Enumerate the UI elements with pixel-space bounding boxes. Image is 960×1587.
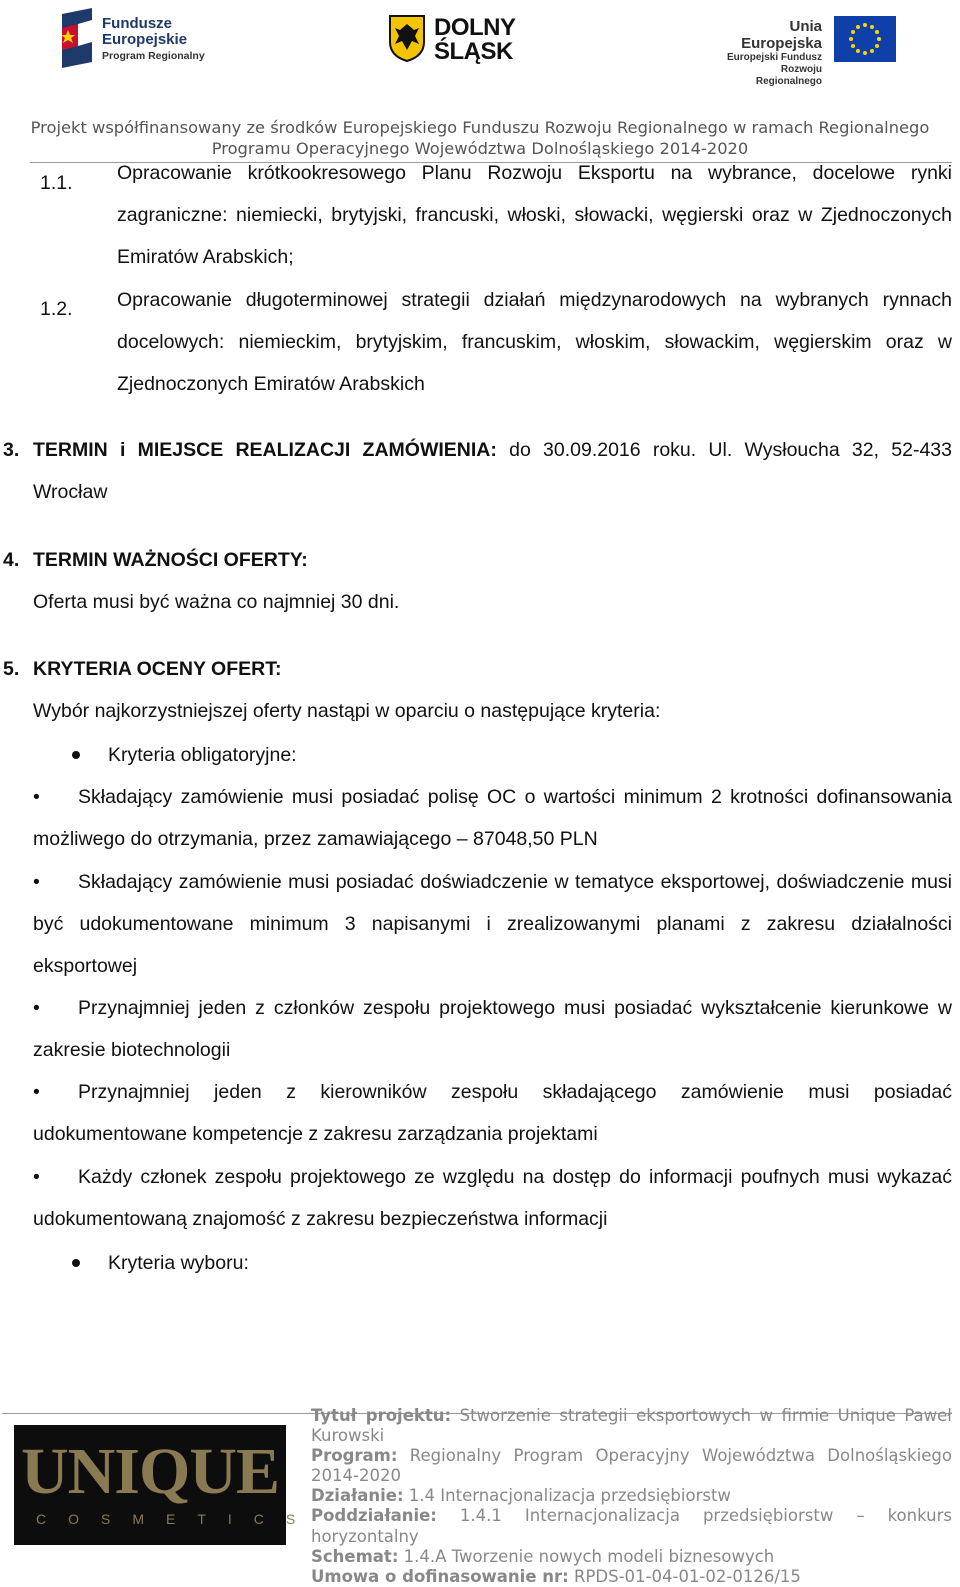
ds-line2: ŚLĄSK: [434, 38, 513, 65]
project-contract: Umowa o dofinasowanie nr: RPDS-01-04-01-02-0126/15: [311, 1566, 801, 1586]
criterion-item: • Składający zamówienie musi posiadać polisę OC o wartości minimum 2 krotności dofinansowania możliwego do otrzymania, przez zamawiającego – 87048,50 PLN: [33, 776, 952, 860]
section-3-heading: TERMIN i MIEJSCE REALIZACJI ZAMÓWIENIA:: [33, 439, 497, 461]
section-3-text: do 30.09.2016 roku. Ul. Wysłoucha 32, 52-433 Wrocław: [33, 439, 952, 503]
criterion-item: • Składający zamówienie musi posiadać doświadczenie w tematyce eksportowej, doświadczenie musi być udokumentowane minimum 3 napisanymi i zrealizowanymi planami z zakresu działalności eksportowej: [33, 861, 952, 987]
bullet-icon: [72, 751, 80, 759]
criterion-item: • Przynajmniej jeden z kierowników zespołu składającego zamówienie musi posiadać udokumentowane kompetencje z zakresu zarządzania projektami: [33, 1071, 952, 1155]
eu-flag-icon: [834, 16, 896, 62]
project-program: Program: Regionalny Program Operacyjny Województwa Dolnośląskiego 2014-2020: [311, 1446, 952, 1486]
criterion-item: • Każdy członek zespołu projektowego ze względu na dostęp do informacji poufnych musi wykazać udokumentowaną znajomość z zakresu bezpieczeństwa informacji: [33, 1156, 952, 1240]
logo-dolny-slask: [388, 14, 528, 66]
unique-wordmark: UNIQUE: [20, 1435, 280, 1508]
ue-line1: Unia Europejska: [741, 18, 822, 52]
cosmetics-wordmark: COSMETICS: [36, 1511, 318, 1527]
section-4-heading: TERMIN WAŻNOŚCI OFERTY:: [33, 549, 308, 571]
criterion-item: • Przynajmniej jeden z członków zespołu projektowego musi posiadać wykształcenie kierunkowe w zakresie biotechnologii: [33, 987, 952, 1071]
project-info: [311, 1406, 952, 1587]
eagle-shield-icon: [388, 14, 426, 62]
project-subaction: Poddziałanie: 1.4.1 Internacjonalizacja przedsiębiorstw – konkurs horyzontalny: [311, 1506, 952, 1546]
bullet-icon: •: [33, 997, 40, 1019]
fe-star-flag-icon: [58, 8, 96, 68]
project-scheme: Schemat: 1.4.A Tworzenie nowych modeli biznesowych: [311, 1546, 775, 1566]
logo-fundusze-europejskie: [58, 8, 208, 70]
section-5-heading: KRYTERIA OCENY OFERT:: [33, 658, 282, 680]
logo-unique-cosmetics: [14, 1425, 318, 1545]
section-3-body: [33, 429, 952, 513]
project-action: Działanie: 1.4 Internacjonalizacja przedsiębiorstw: [311, 1486, 731, 1506]
bullet-icon: [72, 1259, 80, 1267]
item-text: Opracowanie krótkookresowego Planu Rozwoju Eksportu na wybrance, docelowe rynki zagraniczne: niemiecki, brytyjski, francuski, włoski, słowacki, węgierski oraz w Zjednoczonych Emiratów Arabskich;: [117, 162, 952, 268]
cofinancing-note: Projekt współfinansowany ze środków Europejskiego Funduszu Rozwoju Regionalnego w ramach Regionalnego Programu Operacyjnego Województwa Dolnośląskiego 2014-2020: [30, 118, 930, 158]
fe-line2: Europejskie: [102, 31, 188, 48]
fe-line1: Fundusze: [102, 15, 172, 32]
obligatory-criteria-label: Kryteria obligatoryjne:: [108, 744, 297, 766]
fe-line3: Program Regionalny: [102, 50, 205, 62]
choice-criteria-label: Kryteria wyboru:: [108, 1252, 249, 1274]
section-4-text: Oferta musi być ważna co najmniej 30 dni.: [33, 591, 400, 613]
item-number: 1.2.: [40, 298, 73, 320]
section-4-number: 4.: [3, 549, 20, 571]
item-text: Opracowanie długoterminowej strategii działań międzynarodowych na wybranych rynnach docelowych: niemieckim, brytyjskim, francuskim, włoskim, słowackim, węgierskim oraz w Zjednoczonych Emiratów Arabskich: [117, 289, 952, 395]
section-5-number: 5.: [3, 658, 20, 680]
ue-line3: Rozwoju Regionalnego: [755, 64, 822, 87]
bullet-icon: •: [33, 1081, 40, 1103]
section-3-number: 3.: [3, 439, 20, 461]
ds-line1: DOLNY: [434, 14, 516, 41]
project-title: Tytuł projektu: Stworzenie strategii eksportowych w firmie Unique Paweł Kurowski: [311, 1406, 952, 1446]
bullet-icon: •: [33, 871, 40, 893]
bullet-icon: •: [33, 786, 40, 808]
section-5-intro: Wybór najkorzystniejszej oferty nastąpi w oparciu o następujące kryteria:: [33, 700, 661, 722]
ue-line2: Europejski Fundusz: [726, 52, 822, 63]
logo-unia-europejska: [714, 16, 900, 87]
bullet-icon: •: [33, 1166, 40, 1188]
item-number: 1.1.: [40, 172, 73, 194]
